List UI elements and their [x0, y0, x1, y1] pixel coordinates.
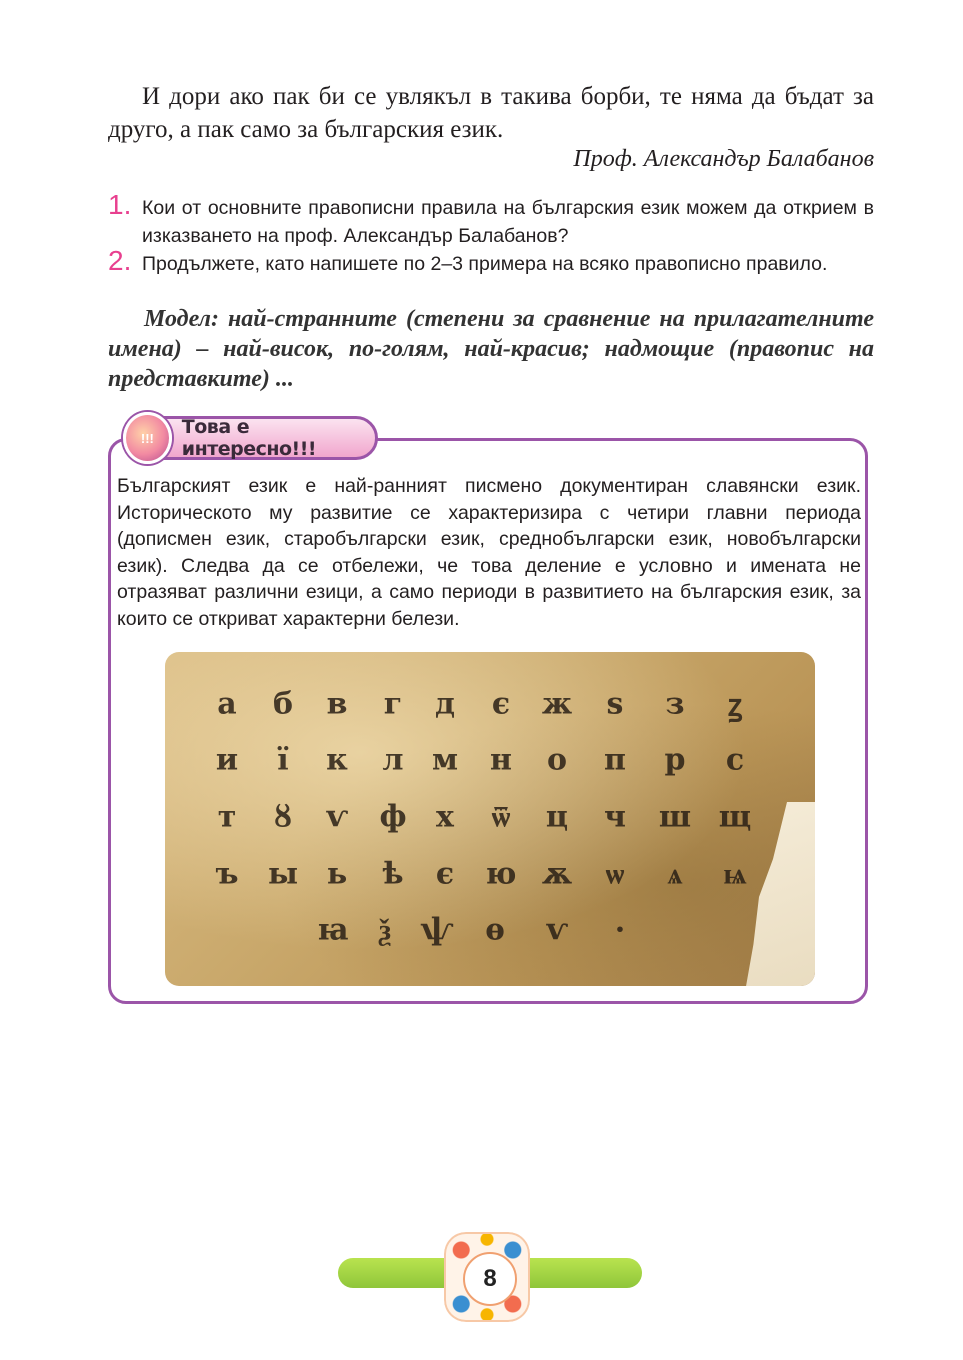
- question-number: 1.: [108, 189, 132, 220]
- alphabet-letter: ѧ: [667, 856, 683, 892]
- alphabet-letter: ы: [267, 856, 299, 892]
- alphabet-letter: ѯ: [378, 912, 392, 948]
- alphabet-letter: ш: [658, 799, 692, 835]
- model-example: Модел: най-странните (степени за сравнение на прилагателните имена) – най-висок, по-голям, най-красив; надмощие (правопис на представките) ...: [108, 306, 874, 392]
- alphabet-letter: ь: [326, 856, 348, 892]
- alphabet-letter: ч: [604, 799, 626, 835]
- alphabet-letter: р: [664, 742, 686, 778]
- alphabet-letter: ѱ: [420, 912, 454, 948]
- page-number: 8: [463, 1252, 517, 1306]
- alphabet-letter: ц: [545, 799, 569, 835]
- alphabet-letter: г: [383, 686, 403, 722]
- alphabet-letter: з: [665, 686, 685, 722]
- alphabet-letter: с: [725, 742, 745, 778]
- alphabet-letter: ꙁ: [727, 688, 743, 724]
- alphabet-letter: щ: [718, 799, 752, 835]
- alphabet-letter: ȣ: [273, 799, 293, 835]
- question-1: [108, 190, 874, 250]
- alphabet-letter: ѕ: [606, 686, 624, 722]
- question-text: Кои от основните правописни правила на българския език можем да открием в изказването на проф. Александър Балабанов?: [142, 197, 874, 247]
- alphabet-letter: є: [435, 856, 455, 892]
- question-text: Продължете, като напишете по 2–3 примера на всяко правописно правило.: [142, 253, 828, 275]
- alphabet-letter: т: [217, 799, 237, 835]
- alphabet-letter: п: [604, 742, 626, 778]
- badge-label: Това е интересно!!!: [181, 416, 317, 460]
- alphabet-letter: ф: [379, 799, 407, 835]
- alphabet-letter: ъ: [215, 856, 239, 892]
- alphabet-letter: ж: [541, 686, 573, 722]
- interesting-badge: [128, 416, 378, 460]
- alphabet-letter: ꙗ: [317, 912, 349, 948]
- quote-text: И дори ако пак би се увлякъл в такива борби, те няма да бъдат за друго, а пак само за българския език.: [108, 83, 874, 143]
- alphabet-letter: ·: [614, 912, 626, 948]
- alphabet-letter: ѩ: [723, 856, 747, 892]
- torn-edge: [745, 802, 815, 986]
- alphabet-letter: ѵ: [545, 912, 569, 948]
- question-2: [108, 246, 874, 278]
- alphabet-letter: а: [217, 686, 237, 722]
- interesting-text: Българският език е най-ранният писмено документиран славянски език. Историческото му развитие се характеризира с четири главни периода (дописмен език, старобългарски език, среднобългарски език, новобългарски език). Следва да се отбележи, че това деление е условно и имената не отразяват различни езици, а само периоди в развитието на българския език, за които се откриват характерни белези.: [117, 475, 861, 630]
- alphabet-letter: ѵ: [325, 799, 349, 835]
- alphabet-letter: ѣ: [382, 856, 404, 892]
- quote-author: Проф. Александър Балабанов: [573, 146, 874, 172]
- alphabet-letter: ю: [485, 856, 517, 892]
- alphabet-letter: ѿ: [491, 799, 511, 835]
- alphabet-letter: н: [490, 742, 512, 778]
- alphabet-letter: в: [326, 686, 348, 722]
- alphabet-letter: б: [272, 686, 294, 722]
- alphabet-letter: ѫ: [541, 856, 573, 892]
- alphabet-letter: о: [546, 742, 568, 778]
- alphabet-letter: д: [435, 686, 455, 722]
- glagolitic-alphabet-image: [165, 652, 815, 986]
- exclamation-icon: !!!: [123, 412, 172, 464]
- question-number: 2.: [108, 245, 132, 276]
- alphabet-letter: к: [326, 742, 348, 778]
- alphabet-letter: х: [436, 799, 454, 835]
- alphabet-letter: м: [431, 742, 459, 778]
- alphabet-letter: ї: [277, 742, 289, 778]
- alphabet-letter: и: [215, 742, 239, 778]
- alphabet-letter: є: [491, 686, 511, 722]
- alphabet-letter: ѳ: [485, 912, 505, 948]
- alphabet-letter: ѡ: [605, 856, 625, 892]
- alphabet-letter: л: [382, 742, 404, 778]
